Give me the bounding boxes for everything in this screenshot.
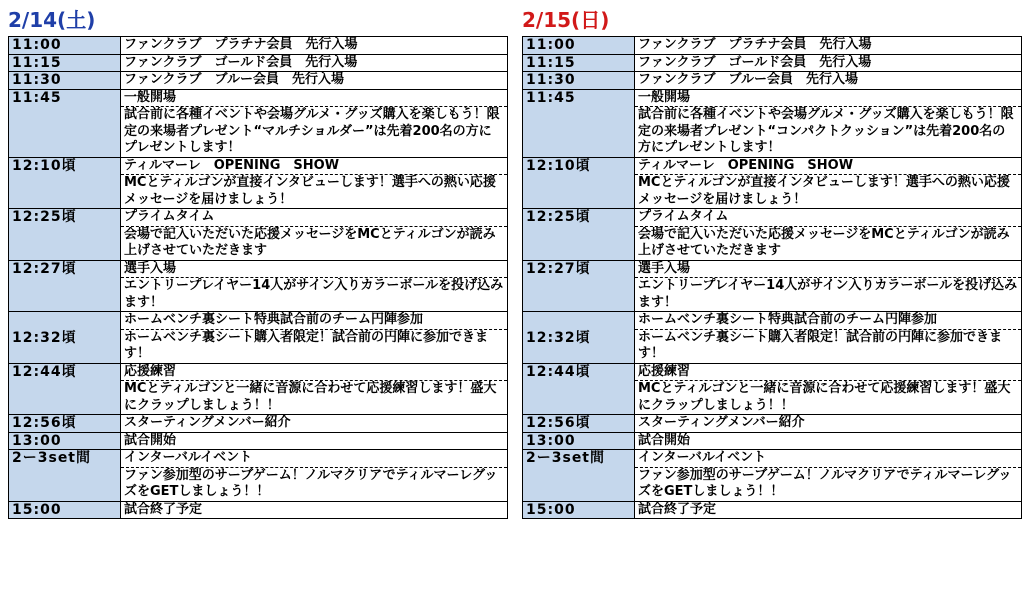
- schedule-row: [523, 312, 1022, 330]
- event-title: 選手入場: [121, 260, 508, 278]
- event-description: エントリープレイヤー14人がサイン入りカラーボールを投げ込みます！: [635, 278, 1022, 312]
- time-cell: 12:32頃: [9, 312, 121, 364]
- event-text: ファンクラブ ブルー会員 先行入場: [121, 72, 508, 90]
- event-title: 応援練習: [635, 363, 1022, 381]
- schedule-row: [9, 54, 508, 72]
- schedule-row: [9, 432, 508, 450]
- event-text: スターティングメンバー紹介: [635, 415, 1022, 433]
- schedule-row: [9, 363, 508, 381]
- time-cell: 2ー3set間: [523, 450, 635, 502]
- time-cell: 13:00: [9, 432, 121, 450]
- schedule-row: [9, 450, 508, 468]
- schedule-row: [523, 54, 1022, 72]
- day-title-sun: 2/15(日): [522, 8, 610, 32]
- time-cell: 11:15: [9, 54, 121, 72]
- schedule-row: [9, 312, 508, 330]
- schedule-row: [9, 260, 508, 278]
- event-text: ファンクラブ ブルー会員 先行入場: [635, 72, 1022, 90]
- event-title: インターバルイベント: [635, 450, 1022, 468]
- schedule-row: [523, 415, 1022, 433]
- event-description: ホームベンチ裏シート購入者限定！試合前の円陣に参加できます！: [121, 329, 508, 363]
- time-cell: 2ー3set間: [9, 450, 121, 502]
- event-title: プライムタイム: [121, 209, 508, 227]
- time-cell: 12:27頃: [9, 260, 121, 312]
- event-title: 応援練習: [121, 363, 508, 381]
- schedule-row: [9, 89, 508, 107]
- event-description: ファン参加型のサーブゲーム！ノルマクリアでティルマーレグッズをGETしましょう！！: [635, 467, 1022, 501]
- event-title: インターバルイベント: [121, 450, 508, 468]
- event-text: 試合開始: [121, 432, 508, 450]
- event-text: ファンクラブ プラチナ会員 先行入場: [635, 37, 1022, 55]
- event-description: 会場で記入いただいた応援メッセージをMCとティルゴンが読み上げさせていただきます: [121, 226, 508, 260]
- event-description: 試合前に各種イベントや会場グルメ・グッズ購入を楽しもう！限定の来場者プレゼント“マルチショルダー”は先着200名の方にプレゼントします！: [121, 107, 508, 158]
- schedule-row: [523, 72, 1022, 90]
- time-cell: 11:00: [523, 37, 635, 55]
- schedule-row: [9, 209, 508, 227]
- event-text: 試合終了予定: [121, 501, 508, 519]
- schedule-row: [523, 209, 1022, 227]
- event-description: MCとティルゴンが直接インタビューします！選手への熱い応援メッセージを届けましょう！: [635, 175, 1022, 209]
- schedule-row: [523, 157, 1022, 175]
- time-cell: 13:00: [523, 432, 635, 450]
- schedule-row: [523, 450, 1022, 468]
- event-description: ホームベンチ裏シート購入者限定！試合前の円陣に参加できます！: [635, 329, 1022, 363]
- time-cell: 12:44頃: [523, 363, 635, 415]
- event-text: ファンクラブ ゴールド会員 先行入場: [121, 54, 508, 72]
- event-description: MCとティルゴンと一緒に音源に合わせて応援練習します！盛大にクラップしましょう！！: [635, 381, 1022, 415]
- schedule-row: [523, 260, 1022, 278]
- time-cell: 12:27頃: [523, 260, 635, 312]
- event-title: ホームベンチ裏シート特典試合前のチーム円陣参加: [635, 312, 1022, 330]
- schedule-row: [523, 432, 1022, 450]
- schedule-row: [9, 72, 508, 90]
- event-text: 試合開始: [635, 432, 1022, 450]
- event-description: エントリープレイヤー14人がサイン入りカラーボールを投げ込みます！: [121, 278, 508, 312]
- time-cell: 15:00: [9, 501, 121, 519]
- time-cell: 12:44頃: [9, 363, 121, 415]
- event-title: ティルマーレ OPENING SHOW: [635, 157, 1022, 175]
- time-cell: 11:45: [9, 89, 121, 157]
- time-cell: 12:25頃: [523, 209, 635, 261]
- schedule-row: [9, 415, 508, 433]
- event-text: ファンクラブ プラチナ会員 先行入場: [121, 37, 508, 55]
- time-cell: 12:10頃: [523, 157, 635, 209]
- event-text: スターティングメンバー紹介: [121, 415, 508, 433]
- event-description: MCとティルゴンが直接インタビューします！選手への熱い応援メッセージを届けましょう！: [121, 175, 508, 209]
- schedule-row: [9, 157, 508, 175]
- schedule-table-sat: [8, 36, 508, 519]
- time-cell: 12:32頃: [523, 312, 635, 364]
- event-title: ティルマーレ OPENING SHOW: [121, 157, 508, 175]
- event-description: ファン参加型のサーブゲーム！ノルマクリアでティルマーレグッズをGETしましょう！！: [121, 467, 508, 501]
- schedule-row: [523, 501, 1022, 519]
- time-cell: 12:56頃: [523, 415, 635, 433]
- event-title: 一般開場: [121, 89, 508, 107]
- time-cell: 11:00: [9, 37, 121, 55]
- event-description: 試合前に各種イベントや会場グルメ・グッズ購入を楽しもう！限定の来場者プレゼント“コンパクトクッション”は先着200名の方にプレゼントします！: [635, 107, 1022, 158]
- event-text: ファンクラブ ゴールド会員 先行入場: [635, 54, 1022, 72]
- time-cell: 12:10頃: [9, 157, 121, 209]
- event-text: 試合終了予定: [635, 501, 1022, 519]
- event-title: 一般開場: [635, 89, 1022, 107]
- schedule-row: [9, 37, 508, 55]
- event-title: ホームベンチ裏シート特典試合前のチーム円陣参加: [121, 312, 508, 330]
- event-description: MCとティルゴンと一緒に音源に合わせて応援練習します！盛大にクラップしましょう！！: [121, 381, 508, 415]
- day-title-sat: 2/14(土): [8, 8, 96, 32]
- schedule-row: [523, 89, 1022, 107]
- time-cell: 11:30: [9, 72, 121, 90]
- event-title: プライムタイム: [635, 209, 1022, 227]
- time-cell: 12:56頃: [9, 415, 121, 433]
- schedule-row: [523, 363, 1022, 381]
- time-cell: 12:25頃: [9, 209, 121, 261]
- schedule-table-sun: [522, 36, 1022, 519]
- event-title: 選手入場: [635, 260, 1022, 278]
- time-cell: 11:15: [523, 54, 635, 72]
- schedule-row: [9, 501, 508, 519]
- event-description: 会場で記入いただいた応援メッセージをMCとティルゴンが読み上げさせていただきます: [635, 226, 1022, 260]
- time-cell: 11:30: [523, 72, 635, 90]
- time-cell: 15:00: [523, 501, 635, 519]
- schedule-row: [523, 37, 1022, 55]
- time-cell: 11:45: [523, 89, 635, 157]
